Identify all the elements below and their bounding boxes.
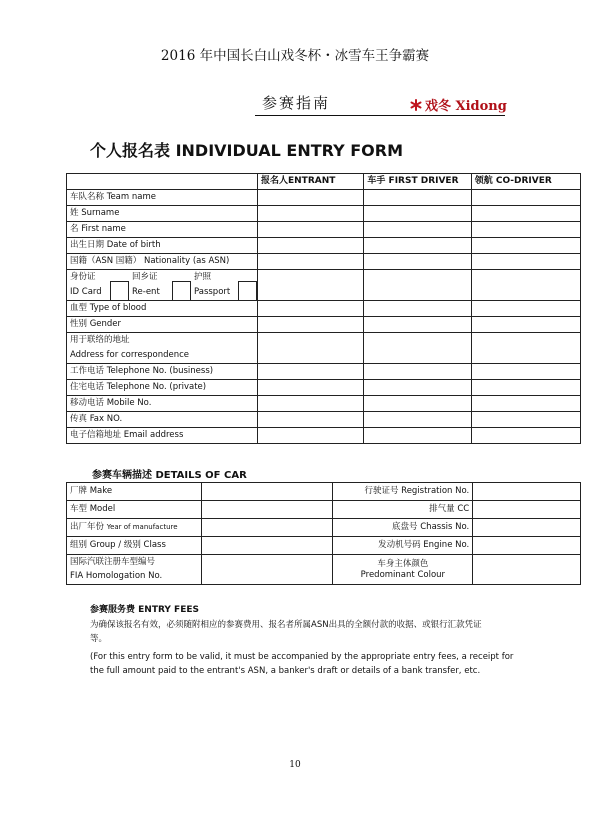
row-tel-business: 工作电话 Telephone No. (business): [67, 364, 258, 380]
input-cell[interactable]: [258, 412, 364, 428]
input-cell[interactable]: [258, 270, 364, 301]
col-co-driver: 领航 CO-DRIVER: [471, 174, 580, 190]
car-cc-label: 排气量 CC: [333, 501, 473, 519]
input-cell[interactable]: [258, 190, 364, 206]
input-cell[interactable]: [471, 270, 580, 301]
row-surname: 姓 Surname: [67, 206, 258, 222]
id-card-cn: 身份证: [70, 272, 96, 282]
snowflake-logo-icon: [410, 99, 422, 111]
input-cell[interactable]: [364, 254, 471, 270]
passport-en: Passport: [194, 287, 231, 297]
input-cell[interactable]: [364, 222, 471, 238]
input-cell[interactable]: [258, 333, 364, 364]
input-cell[interactable]: [473, 501, 581, 519]
input-cell[interactable]: [471, 317, 580, 333]
car-fia-label: [67, 555, 202, 585]
row-team-name: 车队名称 Team name: [67, 190, 258, 206]
reentry-cn: 回乡证: [132, 272, 158, 282]
input-cell[interactable]: [471, 380, 580, 396]
passport-cn: 护照: [194, 272, 212, 282]
colour-cn: 车身主体颜色: [377, 558, 429, 569]
colour-en: Predominant Colour: [360, 569, 446, 580]
input-cell[interactable]: [473, 555, 581, 585]
input-cell[interactable]: [471, 190, 580, 206]
input-cell[interactable]: [471, 222, 580, 238]
input-cell[interactable]: [258, 317, 364, 333]
car-engine-label: 发动机号码 Engine No.: [333, 537, 473, 555]
input-cell[interactable]: [364, 428, 471, 444]
car-registration-label: 行驶证号 Registration No.: [333, 483, 473, 501]
input-cell[interactable]: [201, 501, 333, 519]
car-section-title: 参赛车辆描述 DETAILS OF CAR: [92, 470, 247, 481]
input-cell[interactable]: [471, 301, 580, 317]
fees-title: 参赛服务费 ENTRY FEES: [90, 605, 199, 615]
car-group-class-label: 组别 Group / 级别 Class: [67, 537, 202, 555]
row-dob: 出生日期 Date of birth: [67, 238, 258, 254]
car-year-cn: 出厂年份: [70, 522, 105, 532]
input-cell[interactable]: [471, 254, 580, 270]
reentry-checkbox[interactable]: [172, 281, 191, 300]
entry-table: [66, 173, 581, 444]
car-model-label: 车型 Model: [67, 501, 202, 519]
id-card-en: ID Card: [70, 287, 102, 297]
header-rule: [255, 115, 505, 116]
id-card-checkbox[interactable]: [110, 281, 129, 300]
input-cell[interactable]: [258, 254, 364, 270]
row-email: 电子信箱地址 Email address: [67, 428, 258, 444]
car-make-label: 厂牌 Make: [67, 483, 202, 501]
row-gender: 性别 Gender: [67, 317, 258, 333]
input-cell[interactable]: [258, 380, 364, 396]
input-cell[interactable]: [471, 364, 580, 380]
input-cell[interactable]: [471, 238, 580, 254]
input-cell[interactable]: [473, 519, 581, 537]
input-cell[interactable]: [201, 483, 333, 501]
car-colour-label: [333, 555, 473, 585]
input-cell[interactable]: [364, 380, 471, 396]
col-entrant: 报名人ENTRANT: [258, 174, 364, 190]
input-cell[interactable]: [201, 555, 333, 585]
logo-text: 戏冬 Xidong: [425, 99, 507, 114]
input-cell[interactable]: [258, 396, 364, 412]
input-cell[interactable]: [471, 412, 580, 428]
input-cell[interactable]: [364, 333, 471, 364]
input-cell[interactable]: [364, 317, 471, 333]
input-cell[interactable]: [364, 364, 471, 380]
row-id-document: [67, 270, 258, 301]
input-cell[interactable]: [258, 428, 364, 444]
form-title: 个人报名表 INDIVIDUAL ENTRY FORM: [90, 141, 404, 160]
car-year-en: Year of manufacture: [106, 523, 178, 531]
input-cell[interactable]: [364, 396, 471, 412]
col-first-driver: 车手 FIRST DRIVER: [364, 174, 471, 190]
row-mobile: 移动电话 Mobile No.: [67, 396, 258, 412]
input-cell[interactable]: [258, 364, 364, 380]
passport-checkbox[interactable]: [238, 281, 257, 300]
reentry-en: Re-ent: [132, 287, 160, 297]
input-cell[interactable]: [364, 301, 471, 317]
input-cell[interactable]: [364, 270, 471, 301]
xidong-logo: [410, 95, 507, 114]
car-year-label: [67, 519, 202, 537]
input-cell[interactable]: [258, 301, 364, 317]
input-cell[interactable]: [364, 190, 471, 206]
row-tel-private: 住宅电话 Telephone No. (private): [67, 380, 258, 396]
document-title: 2016 年中国长白山戏冬杯・冰雪车王争霸赛: [160, 48, 430, 64]
input-cell[interactable]: [258, 238, 364, 254]
fia-en: FIA Homologation No.: [70, 571, 163, 581]
row-fax: 传真 Fax NO.: [67, 412, 258, 428]
input-cell[interactable]: [258, 206, 364, 222]
input-cell[interactable]: [471, 206, 580, 222]
input-cell[interactable]: [364, 412, 471, 428]
input-cell[interactable]: [258, 222, 364, 238]
input-cell[interactable]: [473, 483, 581, 501]
input-cell[interactable]: [471, 396, 580, 412]
input-cell[interactable]: [201, 537, 333, 555]
input-cell[interactable]: [471, 333, 580, 364]
input-cell[interactable]: [471, 428, 580, 444]
fees-chinese-text: 为确保该报名有效，必须随附相应的参赛费用、报名者所属ASN出具的全额付款的收据、或银行汇款凭证等。: [90, 620, 482, 644]
address-en: Address for correspondence: [70, 350, 190, 360]
car-table: [66, 482, 581, 585]
guide-label: 参赛指南: [262, 94, 331, 112]
row-nationality: 国籍（ASN 国籍） Nationality (as ASN): [67, 254, 258, 270]
input-cell[interactable]: [364, 238, 471, 254]
row-first-name: 名 First name: [67, 222, 258, 238]
row-address: [67, 333, 258, 364]
page-number: 10: [289, 760, 301, 770]
fees-english-text: (For this entry form to be valid, it must be accompanied by the appropriate entry fees, a receipt for the full amount paid to the entrant's ASN, a banker's draft or details of a bank transfer, etc.: [90, 652, 514, 676]
input-cell[interactable]: [201, 519, 333, 537]
input-cell[interactable]: [473, 537, 581, 555]
car-chassis-label: 底盘号 Chassis No.: [333, 519, 473, 537]
address-cn: 用于联络的地址: [70, 335, 130, 345]
input-cell[interactable]: [364, 206, 471, 222]
fia-cn: 国际汽联注册车型编号: [70, 557, 156, 567]
row-blood: 血型 Type of blood: [67, 301, 258, 317]
